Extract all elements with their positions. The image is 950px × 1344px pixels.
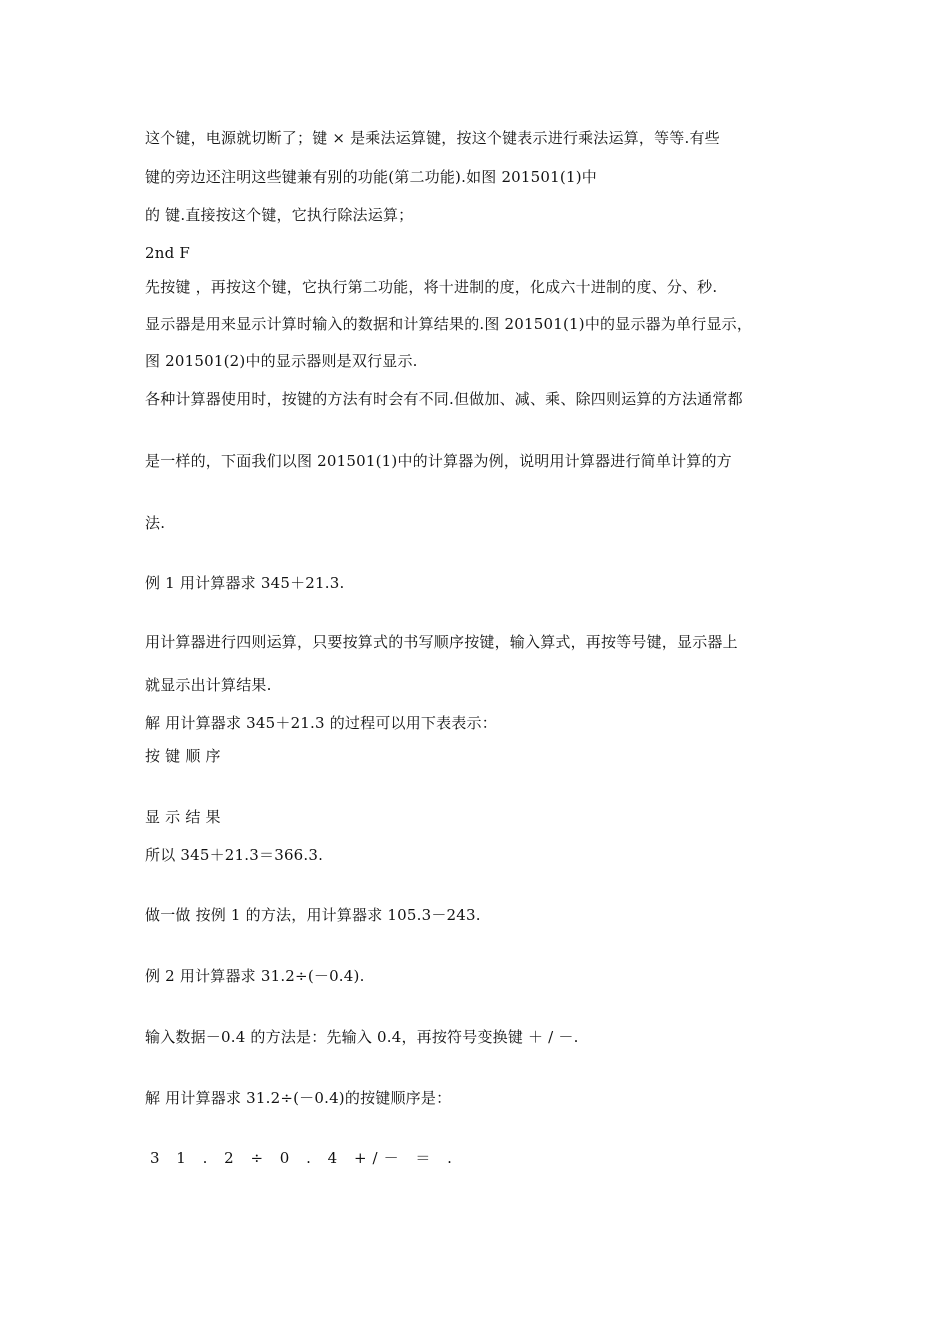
text-line-12: 用计算器进行四则运算，只要按算式的书写顺序按键，输入算式，再按等号键，显示器上 (145, 633, 738, 651)
text-line-10: 法. (145, 514, 166, 532)
text-line-3: 的 键.直接按这个键，它执行除法运算； (145, 206, 414, 224)
text-line-4: 2nd F (145, 244, 190, 262)
table-label-display-result: 显 示 结 果 (145, 808, 221, 826)
result-line: 所以 345＋21.3＝366.3. (145, 846, 324, 864)
text-line-9: 是一样的，下面我们以图 201501(1)中的计算器为例，说明用计算器进行简单计算的方 (145, 452, 732, 470)
text-line-1: 这个键，电源就切断了；键 × 是乘法运算键，按这个键表示进行乘法运算，等等.有些 (145, 129, 720, 147)
text-line-6: 显示器是用来显示计算时输入的数据和计算结果的.图 201501(1)中的显示器为单行显示， (145, 315, 753, 333)
text-line-7: 图 201501(2)中的显示器则是双行显示. (145, 352, 418, 370)
text-line-2: 键的旁边还注明这些键兼有别的功能(第二功能).如图 201501(1)中 (145, 168, 597, 186)
solution-2-text: 解 用计算器求 31.2÷(－0.4)的按键顺序是： (145, 1089, 452, 1107)
text-line-13: 就显示出计算结果. (145, 676, 272, 694)
text-line-8: 各种计算器使用时，按键的方法有时会有不同.但做加、减、乘、除四则运算的方法通常都 (145, 390, 743, 408)
text-line-5: 先按键 ，再按这个键，它执行第二功能，将十进制的度，化成六十进制的度、分、秒. (145, 278, 718, 296)
table-label-key-sequence: 按 键 顺 序 (145, 747, 221, 765)
example-1-heading: 例 1 用计算器求 345＋21.3. (145, 574, 345, 592)
key-sequence-line: 3 1 . 2 ÷ 0 . 4 +/－ ＝ . (150, 1149, 458, 1167)
try-it-line: 做一做 按例 1 的方法，用计算器求 105.3－243. (145, 906, 481, 924)
input-method-line: 输入数据－0.4 的方法是：先输入 0.4，再按符号变换键 ＋ / －. (145, 1028, 579, 1046)
solution-1-text: 解 用计算器求 345＋21.3 的过程可以用下表表示： (145, 714, 497, 732)
example-2-heading: 例 2 用计算器求 31.2÷(－0.4). (145, 967, 365, 985)
